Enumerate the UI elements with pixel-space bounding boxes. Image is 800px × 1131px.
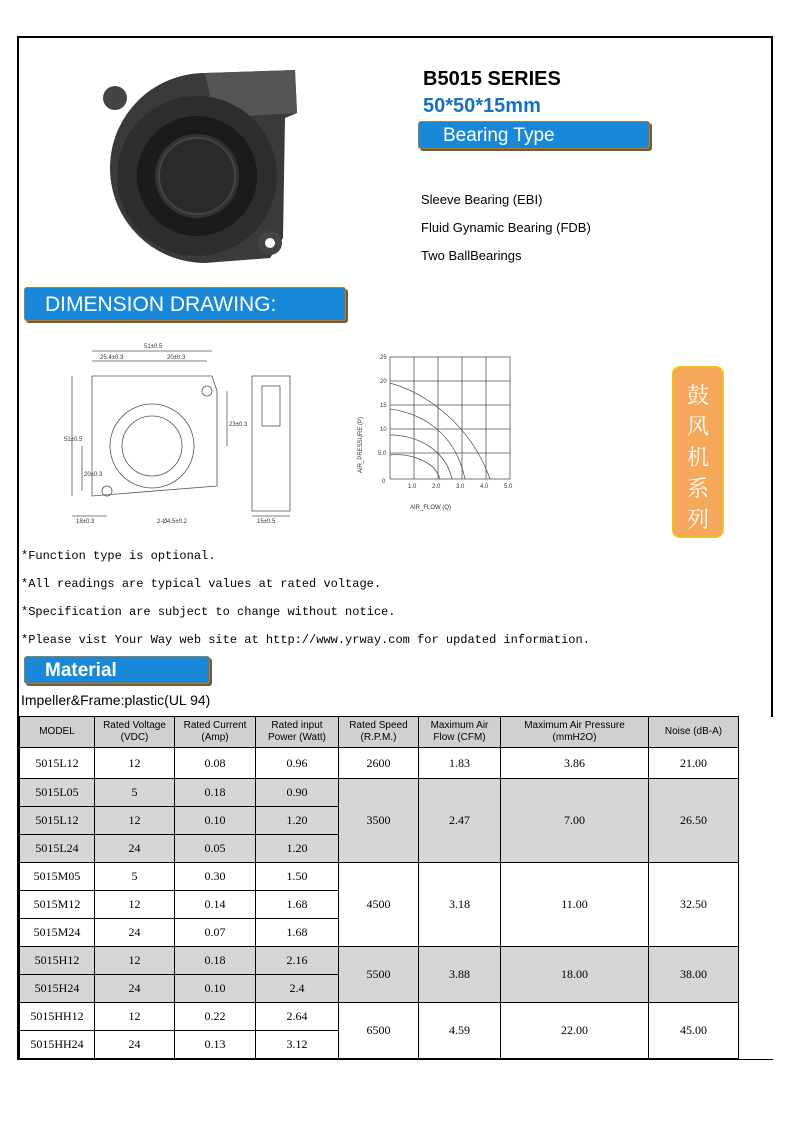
cell-power: 1.68 bbox=[256, 891, 339, 919]
table-row bbox=[20, 1003, 774, 1031]
cell-flow: 4.59 bbox=[419, 1003, 501, 1059]
dim-label: 20±0.3 bbox=[167, 355, 186, 361]
cell-pressure: 22.00 bbox=[501, 1003, 649, 1059]
col-header: Noise (dB-A) bbox=[649, 717, 739, 748]
cell-voltage: 24 bbox=[95, 1031, 175, 1059]
cell-speed: 2600 bbox=[339, 748, 419, 779]
bearing-list bbox=[421, 186, 591, 270]
cell-flow: 3.88 bbox=[419, 947, 501, 1003]
series-badge bbox=[672, 366, 724, 538]
cell-model: 5015L12 bbox=[20, 807, 95, 835]
col-header: Rated Voltage (VDC) bbox=[95, 717, 175, 748]
cell-voltage: 12 bbox=[95, 807, 175, 835]
y-axis-label: AIR_PRESSURE (P) bbox=[358, 416, 364, 473]
y-tick: 5.0 bbox=[378, 451, 387, 457]
cell-pressure: 11.00 bbox=[501, 863, 649, 947]
col-header: Maximum Air Pressure (mmH2O) bbox=[501, 717, 649, 748]
cell-power: 2.64 bbox=[256, 1003, 339, 1031]
cell-power: 1.20 bbox=[256, 835, 339, 863]
cell-model: 5015HH24 bbox=[20, 1031, 95, 1059]
cell-voltage: 12 bbox=[95, 947, 175, 975]
dim-label: 51±0.5 bbox=[144, 344, 163, 350]
cell-noise: 45.00 bbox=[649, 1003, 739, 1059]
dim-label: 15±0.5 bbox=[257, 519, 276, 525]
y-tick: 15 bbox=[380, 403, 387, 409]
cell-pressure: 7.00 bbox=[501, 779, 649, 863]
bearing-type-header: Bearing Type bbox=[418, 121, 650, 149]
cell-current: 0.18 bbox=[175, 779, 256, 807]
bearing-item: Sleeve Bearing (EBI) bbox=[421, 192, 543, 207]
dim-label: 51±0.5 bbox=[64, 437, 83, 443]
cell-voltage: 24 bbox=[95, 919, 175, 947]
col-header: Rated input Power (Watt) bbox=[256, 717, 339, 748]
spec-table bbox=[19, 716, 774, 1059]
cell-pressure: 3.86 bbox=[501, 748, 649, 779]
badge-char: 风 bbox=[686, 414, 709, 439]
badge-char: 机 bbox=[686, 445, 709, 470]
material-line: Impeller&Frame:plastic(UL 94) bbox=[21, 692, 211, 708]
table-row bbox=[20, 748, 774, 779]
cell-current: 0.10 bbox=[175, 975, 256, 1003]
cell-power: 1.50 bbox=[256, 863, 339, 891]
table-row bbox=[20, 947, 774, 975]
x-tick: 4.0 bbox=[480, 484, 489, 490]
col-header: MODEL bbox=[20, 717, 95, 748]
x-axis-label: AIR_FLOW (Q) bbox=[410, 505, 452, 511]
notes bbox=[21, 547, 590, 659]
cell-voltage: 12 bbox=[95, 891, 175, 919]
cell-noise: 26.50 bbox=[649, 779, 739, 863]
cell-power: 1.68 bbox=[256, 919, 339, 947]
material-header: Material bbox=[24, 656, 210, 684]
cell-flow: 2.47 bbox=[419, 779, 501, 863]
table-row bbox=[20, 779, 774, 807]
dim-label: 20±0.3 bbox=[84, 472, 103, 478]
note: *Please vist Your Way web site at http://www.yrway.com for updated information. bbox=[21, 633, 590, 647]
cell-current: 0.14 bbox=[175, 891, 256, 919]
cell-noise: 38.00 bbox=[649, 947, 739, 1003]
note: *All readings are typical values at rated voltage. bbox=[21, 577, 382, 591]
cell-current: 0.13 bbox=[175, 1031, 256, 1059]
cell-flow: 3.18 bbox=[419, 863, 501, 947]
y-tick: 25 bbox=[380, 355, 387, 361]
dimension-drawing bbox=[62, 336, 292, 526]
cell-model: 5015M05 bbox=[20, 863, 95, 891]
dim-label: 2-Ø4.5±0.2 bbox=[157, 519, 187, 525]
cell-model: 5015H24 bbox=[20, 975, 95, 1003]
size-title: 50*50*15mm bbox=[423, 95, 541, 117]
cell-current: 0.08 bbox=[175, 748, 256, 779]
cell-current: 0.22 bbox=[175, 1003, 256, 1031]
cell-voltage: 12 bbox=[95, 748, 175, 779]
cell-power: 2.4 bbox=[256, 975, 339, 1003]
cell-voltage: 24 bbox=[95, 975, 175, 1003]
cell-power: 0.96 bbox=[256, 748, 339, 779]
badge-char: 鼓 bbox=[686, 383, 709, 408]
cell-speed: 4500 bbox=[339, 863, 419, 947]
bearing-item: Fluid Gynamic Bearing (FDB) bbox=[421, 220, 591, 235]
cell-voltage: 12 bbox=[95, 1003, 175, 1031]
col-header: Rated Speed (R.P.M.) bbox=[339, 717, 419, 748]
badge-char: 列 bbox=[686, 507, 709, 532]
cell-speed: 5500 bbox=[339, 947, 419, 1003]
cell-power: 3.12 bbox=[256, 1031, 339, 1059]
cell-model: 5015M24 bbox=[20, 919, 95, 947]
cell-model: 5015M12 bbox=[20, 891, 95, 919]
cell-model: 5015L12 bbox=[20, 748, 95, 779]
dim-label: 23±0.3 bbox=[229, 422, 248, 428]
cell-pressure: 18.00 bbox=[501, 947, 649, 1003]
x-tick: 1.0 bbox=[408, 484, 417, 490]
cell-voltage: 24 bbox=[95, 835, 175, 863]
cell-current: 0.05 bbox=[175, 835, 256, 863]
cell-current: 0.30 bbox=[175, 863, 256, 891]
x-tick: 3.0 bbox=[456, 484, 465, 490]
cell-power: 1.20 bbox=[256, 807, 339, 835]
y-tick: 10 bbox=[380, 427, 387, 433]
cell-noise: 32.50 bbox=[649, 863, 739, 947]
cell-voltage: 5 bbox=[95, 779, 175, 807]
y-tick: 0 bbox=[382, 479, 386, 485]
performance-graph bbox=[340, 343, 530, 523]
cell-current: 0.10 bbox=[175, 807, 256, 835]
dim-label: 18±0.3 bbox=[76, 519, 95, 525]
table-header-row bbox=[20, 717, 774, 748]
series-title: B5015 SERIES bbox=[423, 68, 561, 90]
cell-current: 0.18 bbox=[175, 947, 256, 975]
cell-flow: 1.83 bbox=[419, 748, 501, 779]
dim-label: 25.4±0.3 bbox=[100, 355, 124, 361]
cell-power: 2.16 bbox=[256, 947, 339, 975]
cell-model: 5015HH12 bbox=[20, 1003, 95, 1031]
cell-voltage: 5 bbox=[95, 863, 175, 891]
table-row bbox=[20, 863, 774, 891]
cell-model: 5015L05 bbox=[20, 779, 95, 807]
cell-current: 0.07 bbox=[175, 919, 256, 947]
cell-speed: 3500 bbox=[339, 779, 419, 863]
cell-model: 5015L24 bbox=[20, 835, 95, 863]
cell-power: 0.90 bbox=[256, 779, 339, 807]
fan-image bbox=[85, 58, 305, 278]
x-tick: 5.0 bbox=[504, 484, 513, 490]
bearing-item: Two BallBearings bbox=[421, 248, 522, 263]
col-header: Rated Current (Amp) bbox=[175, 717, 256, 748]
cell-model: 5015H12 bbox=[20, 947, 95, 975]
cell-speed: 6500 bbox=[339, 1003, 419, 1059]
note: *Function type is optional. bbox=[21, 549, 216, 563]
note: *Specification are subject to change without notice. bbox=[21, 605, 396, 619]
col-header: Maximum Air Flow (CFM) bbox=[419, 717, 501, 748]
y-tick: 20 bbox=[380, 379, 387, 385]
badge-char: 系 bbox=[686, 476, 709, 501]
dimension-drawing-header: DIMENSION DRAWING: bbox=[24, 287, 346, 321]
cell-noise: 21.00 bbox=[649, 748, 739, 779]
x-tick: 2.0 bbox=[432, 484, 441, 490]
